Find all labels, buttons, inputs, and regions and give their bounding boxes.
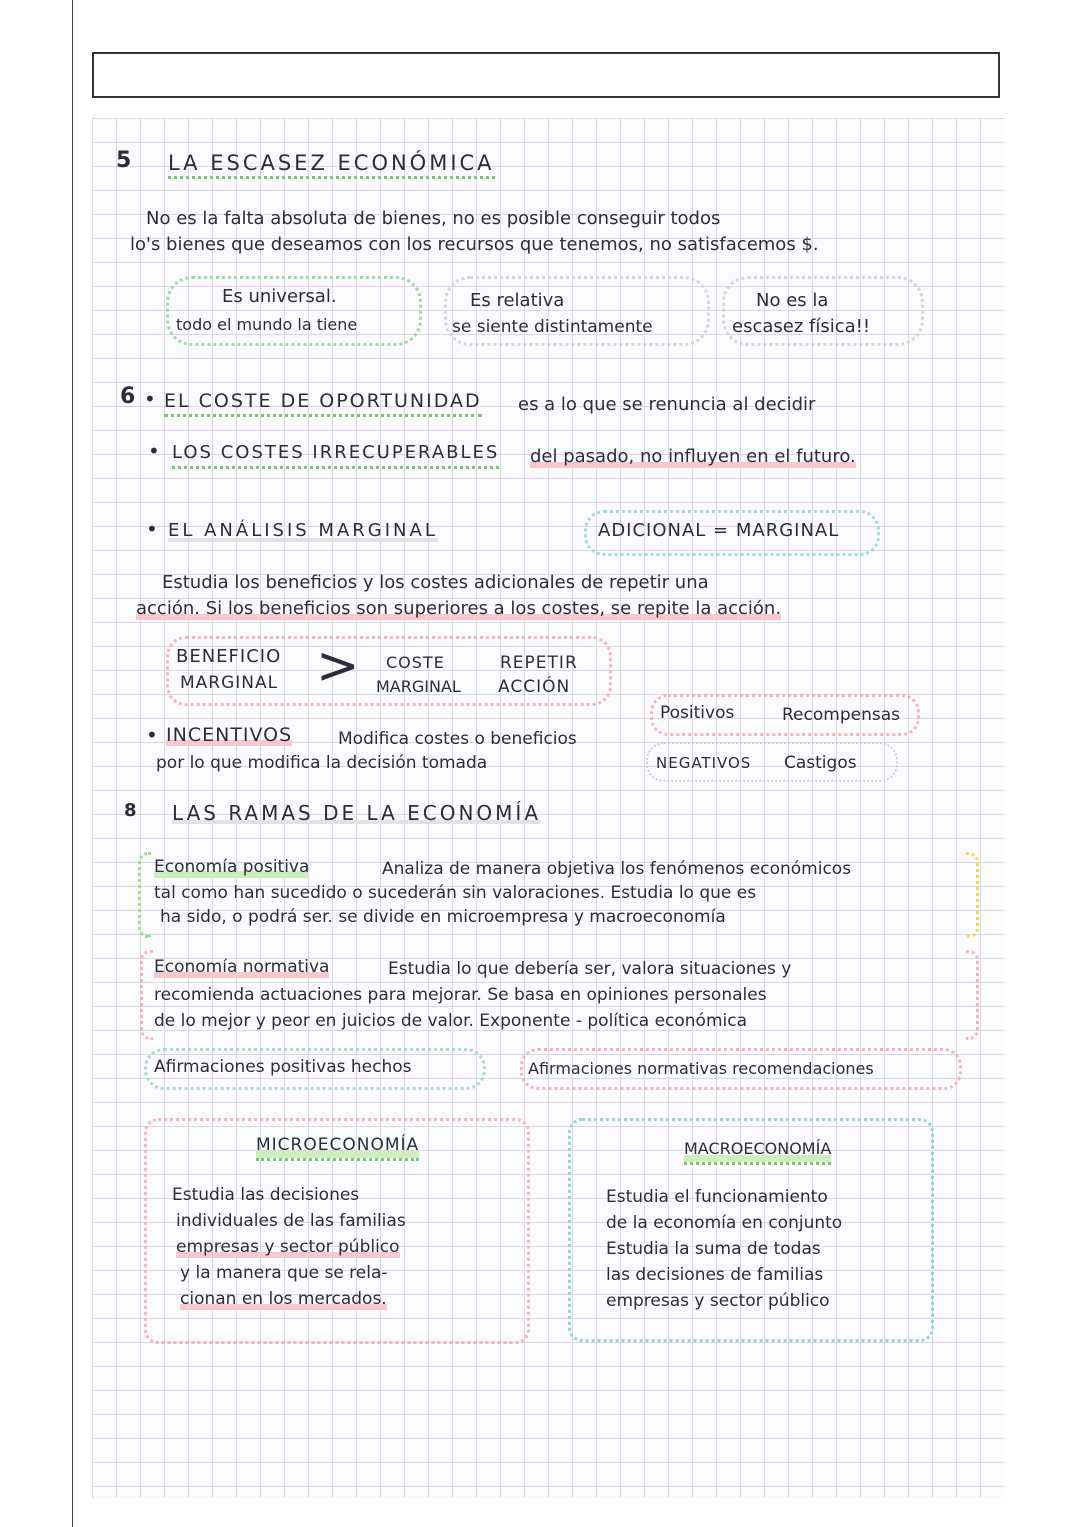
text-line: ha sido, o podrá ser. se divide en microempresa y macroeconomía [160, 907, 726, 927]
bullet: • [146, 723, 158, 747]
section-title: EL COSTE DE OPORTUNIDAD [164, 390, 482, 417]
subtitle: Economía normativa [154, 957, 330, 977]
bullet: • [148, 439, 160, 463]
subtitle: INCENTIVOS [166, 724, 293, 746]
section-title: LAS RAMAS DE LA ECONOMÍA [172, 801, 542, 825]
text-line: es a lo que se renuncia al decidir [518, 394, 816, 415]
bracket-right [966, 852, 979, 938]
section-title: LA ESCASEZ ECONÓMICA [168, 152, 495, 179]
box-text-line: Estudia las decisiones [172, 1185, 360, 1205]
text-line: tal como han sucedido o sucederán sin valoraciones. Estudia lo que es [154, 883, 757, 903]
subtitle: LOS COSTES IRRECUPERABLES [172, 442, 499, 469]
section-number: 5 [116, 148, 132, 173]
box-text-line: empresas y sector público [176, 1237, 400, 1257]
subtitle: Economía positiva [154, 857, 310, 877]
cloud-text: escasez física!! [732, 316, 871, 337]
marginal-box-text: ADICIONAL = MARGINAL [598, 520, 840, 541]
cloud-text: Es relativa [470, 290, 565, 311]
box-text-line: cionan en los mercados. [180, 1289, 387, 1309]
pill-text: Recompensas [782, 705, 900, 725]
pill-text: Afirmaciones normativas recomendaciones [528, 1059, 874, 1078]
pill-text: Positivos [660, 703, 735, 723]
cloud-text: Es universal. [222, 286, 337, 307]
text-line: Modifica costes o beneficios [338, 729, 577, 749]
text-line: del pasado, no influyen en el futuro. [530, 446, 856, 467]
page-edge [72, 0, 73, 1527]
box-text-line: las decisiones de familias [606, 1265, 824, 1285]
text-line: No es la falta absoluta de bienes, no es posible conseguir todos [146, 208, 721, 229]
bracket-left [140, 950, 153, 1040]
section-number: 6 [120, 384, 136, 409]
cloud-text: se siente distintamente [452, 317, 653, 337]
pill-text: Castigos [784, 753, 857, 773]
text-line: acción. Si los beneficios son superiores a los costes, se repite la acción. [136, 598, 782, 619]
box-text-line: empresas y sector público [606, 1291, 830, 1311]
text-line: por lo que modifica la decisión tomada [156, 753, 488, 773]
box-text-line: individuales de las familias [176, 1211, 406, 1231]
box-text-line: Estudia la suma de todas [606, 1239, 821, 1259]
section-number: 8 [124, 800, 137, 821]
formula-text: ACCIÓN [498, 677, 571, 697]
bracket-right [966, 950, 979, 1040]
box-title: MACROECONOMÍA [684, 1138, 831, 1165]
text-line: lo's bienes que deseamos con los recursos que tenemos, no satisfacemos $. [130, 234, 819, 255]
formula-text: MARGINAL [376, 677, 461, 696]
text-line: recomienda actuaciones para mejorar. Se basa en opiniones personales [154, 985, 767, 1005]
box-text-line: de la economía en conjunto [606, 1213, 843, 1233]
text-line: Estudia los beneficios y los costes adicionales de repetir una [162, 572, 709, 593]
pill-text: Afirmaciones positivas hechos [154, 1057, 412, 1077]
bullet: • [146, 517, 158, 541]
subtitle: EL ANÁLISIS MARGINAL [168, 520, 438, 541]
formula-text: MARGINAL [180, 673, 279, 693]
bullet: • [144, 387, 156, 411]
cloud-text: todo el mundo la tiene [176, 315, 358, 334]
formula-text: REPETIR [500, 653, 578, 673]
box-text-line: y la manera que se rela- [180, 1263, 388, 1283]
formula-text: BENEFICIO [176, 646, 282, 667]
greater-than-sign: > [316, 636, 360, 696]
header-box [92, 52, 1000, 98]
text-line: de lo mejor y peor en juicios de valor. Exponente - política económica [154, 1011, 747, 1031]
text-line: Analiza de manera objetiva los fenómenos económicos [382, 859, 852, 879]
box-text-line: Estudia el funcionamiento [606, 1187, 828, 1207]
pill-text: NEGATIVOS [656, 754, 752, 772]
formula-text: COSTE [386, 653, 445, 672]
bracket-left [138, 852, 151, 938]
cloud-text: No es la [756, 290, 829, 311]
box-title: MICROECONOMÍA [256, 1134, 419, 1161]
text-line: Estudia lo que debería ser, valora situaciones y [388, 959, 792, 979]
